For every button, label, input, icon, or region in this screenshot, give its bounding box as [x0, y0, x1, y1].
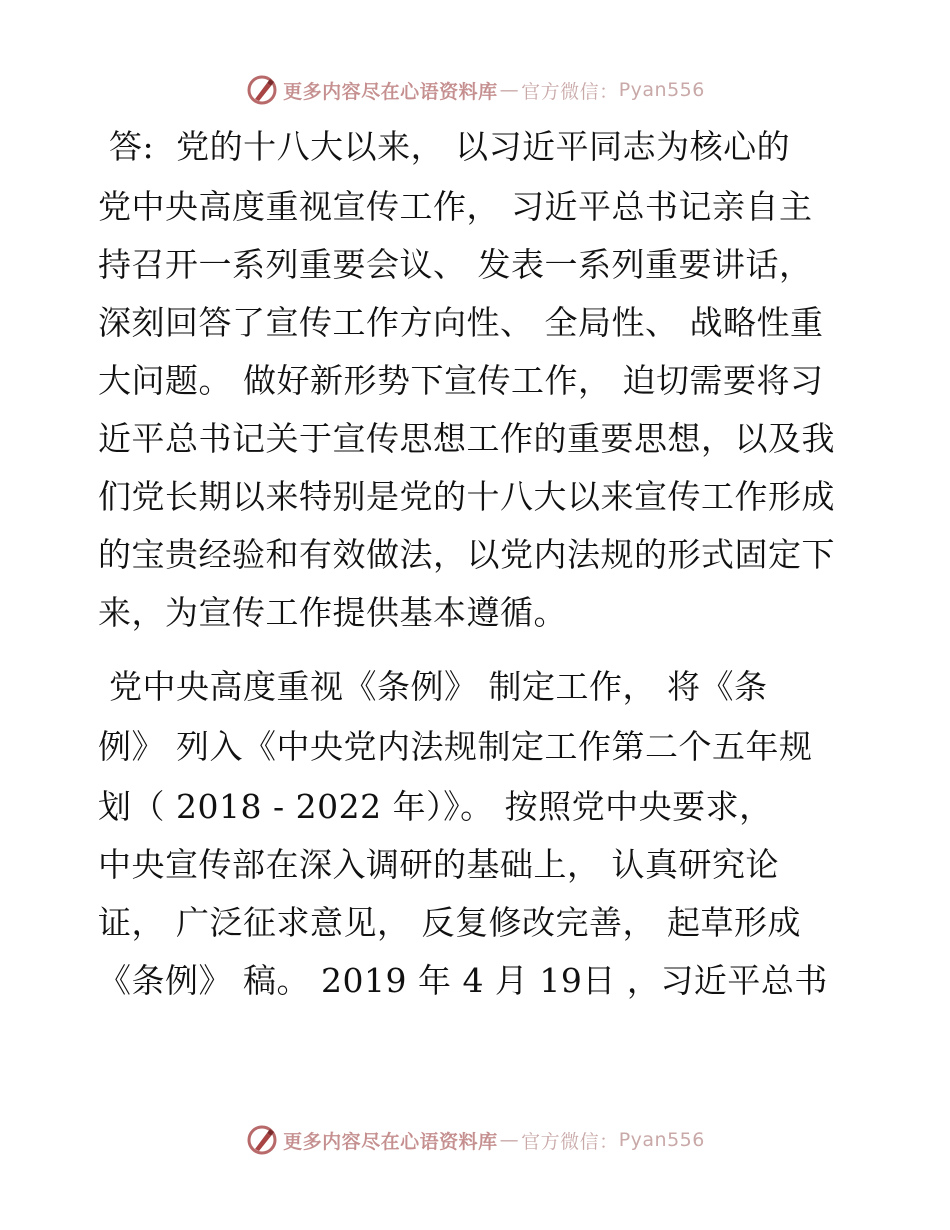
- body-line-1: 答: 党的十八大以来， 以习近平同志为核心的: [98, 127, 791, 166]
- body-line-14: 证， 广泛征求意见， 反复修改完善， 起草形成: [98, 903, 801, 942]
- watermark-separator: —: [499, 1129, 520, 1151]
- body-line-6: 近平总书记关于宣传思想工作的重要思想，以及我: [98, 419, 835, 458]
- body-line-13: 中央宣传部在深入调研的基础上， 认真研究论: [98, 845, 779, 884]
- body-line-2: 党中央高度重视宣传工作， 习近平总书记亲自主: [98, 187, 813, 226]
- body-line-10: 党中央高度重视《条例》 制定工作， 将《条: [98, 667, 768, 706]
- body-line-11: 例》 列入《中央党内法规制定工作第二个五年规: [98, 727, 813, 766]
- body-line-12: 划（ 2018 - 2022 年）》。 按照党中央要求，: [98, 787, 773, 826]
- body-line-8: 的宝贵经验和有效做法，以党内法规的形式固定下: [98, 535, 835, 574]
- body-line-4: 深刻回答了宣传工作方向性、 全局性、 战略性重: [98, 303, 824, 342]
- watermark-separator: —: [499, 79, 520, 101]
- watermark-site-text: 更多内容尽在心语资料库: [283, 80, 498, 103]
- watermark-site-text: 更多内容尽在心语资料库: [283, 1130, 498, 1153]
- body-line-9: 来，为宣传工作提供基本遵循。: [98, 593, 567, 632]
- footer-watermark: [0, 1120, 950, 1160]
- watermark-wechat-id: Pyan556: [618, 79, 705, 101]
- header-watermark: [0, 70, 950, 110]
- pen-nib-circle-icon: [245, 1123, 279, 1157]
- watermark-wechat-id: Pyan556: [618, 1129, 705, 1151]
- watermark-official-text: 官方微信：: [521, 1130, 619, 1153]
- body-line-7: 们党长期以来特别是党的十八大以来宣传工作形成: [98, 477, 835, 516]
- pen-nib-circle-icon: [245, 73, 279, 107]
- body-line-15: 《条例》 稿。 2019 年 4 月 19日 ，习近平总书: [98, 961, 828, 1000]
- watermark-official-text: 官方微信：: [521, 80, 619, 103]
- body-line-5: 大问题。 做好新形势下宣传工作， 迫切需要将习: [98, 361, 824, 400]
- body-line-3: 持召开一系列重要会议、 发表一系列重要讲话，: [98, 245, 813, 284]
